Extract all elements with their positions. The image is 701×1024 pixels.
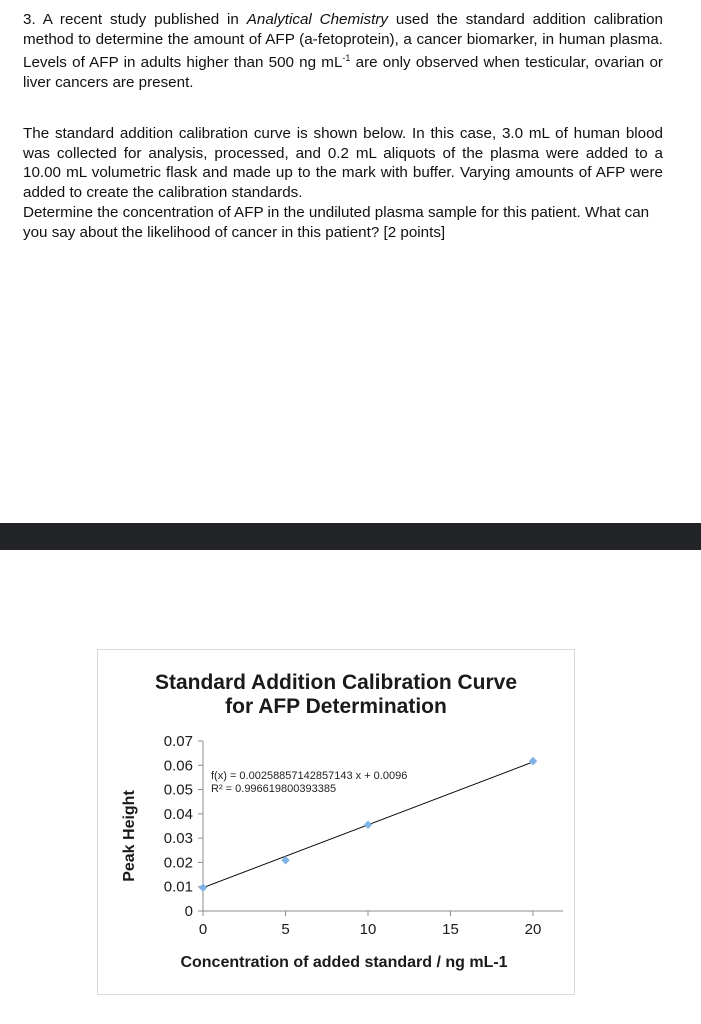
y-tick-label: 0.05 xyxy=(163,781,193,799)
y-tick-label: 0.03 xyxy=(163,830,193,848)
task-paragraph: Determine the concentration of AFP in the undiluted plasma sample for this patient. What can you say about the likelihood of cancer in this patient? [2 points] xyxy=(23,204,650,241)
trendline-equation: f(x) = 0.00258857142857143 x + 0.0096 xyxy=(211,770,408,782)
y-tick-label: 0 xyxy=(184,903,193,920)
x-tick-label: 10 xyxy=(359,921,377,938)
data-point xyxy=(199,883,207,891)
question-number-text: 3. A recent study published in xyxy=(23,11,247,28)
chart-title-line1: Standard Addition Calibration Curve xyxy=(154,671,518,694)
x-axis-label: Concentration of added standard / ng mL-1 xyxy=(180,954,508,971)
x-tick-label: 5 xyxy=(281,921,290,938)
intro-text: used the standard addition calibration method to determine the amount of AFP (a-fetoprotein), a cancer biomarker, in human plasma. Levels of AFP in adults higher than 500 ng mL xyxy=(23,11,663,72)
data-point xyxy=(529,757,537,765)
x-tick-label: 15 xyxy=(442,921,459,938)
y-tick-label: 0.07 xyxy=(163,733,193,750)
method-paragraph: The standard addition calibration curve is shown below. In this case, 3.0 mL of human blood was collected for analysis, processed, and 0.2 mL aliquots of the plasma were added to a 10.00 mL volumetric flask and made up to the mark with buffer. Varying amounts of AFP were added to create the calibration standards. xyxy=(23,125,663,201)
journal-name: Analytical Chemistry xyxy=(246,11,388,28)
y-axis-label: Peak Height xyxy=(121,790,138,882)
x-tick-label: 20 xyxy=(524,921,542,938)
chart-title-line2: for AFP Determination xyxy=(225,695,447,718)
separator-band xyxy=(0,523,701,550)
question-intro xyxy=(23,10,663,92)
r-squared-label: R² = 0.996619800393385 xyxy=(211,783,337,795)
unit-superscript: -1 xyxy=(342,53,351,64)
y-tick-label: 0.01 xyxy=(163,878,193,896)
y-tick-label: 0.04 xyxy=(163,805,193,823)
intro-end-text: are only observed when testicular, ovarian or liver cancers are present. xyxy=(23,54,663,91)
data-point xyxy=(364,821,372,829)
chart-container xyxy=(97,649,575,995)
x-tick-label: 0 xyxy=(198,921,208,938)
y-tick-label: 0.06 xyxy=(163,757,193,775)
calibration-chart xyxy=(98,650,574,994)
y-tick-label: 0.02 xyxy=(163,854,193,872)
